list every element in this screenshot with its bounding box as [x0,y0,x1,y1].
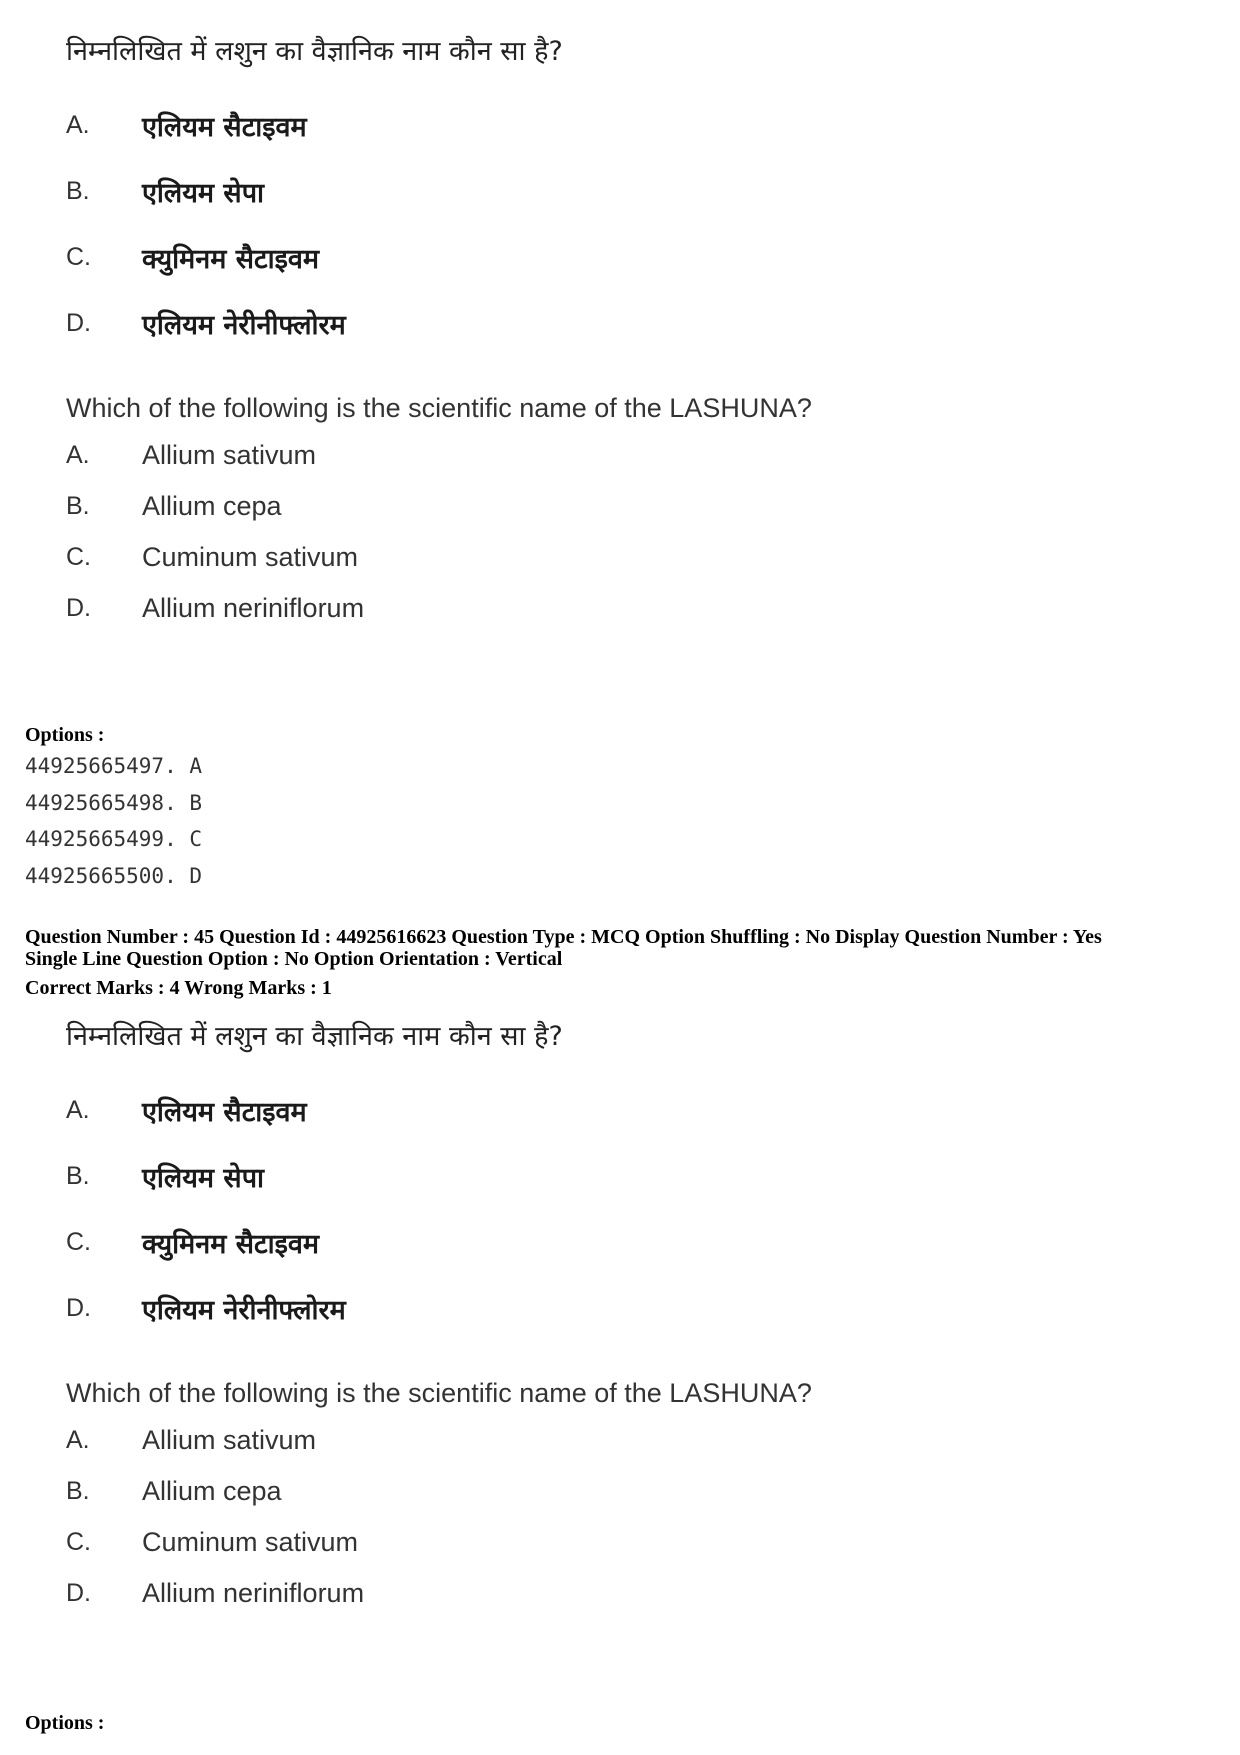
question-meta [25,926,1102,999]
question-image-2 [66,1015,966,1619]
hindi-option-b [66,158,966,224]
option-text: Allium cepa [142,491,282,521]
option-text: एलियम सैटाइवम [142,111,307,143]
hindi-option-a [66,92,966,158]
option-id-item: 44925665500. D [25,863,203,888]
question-meta-line: Single Line Question Option : No Option Orientation : Vertical [25,948,563,970]
english-option-d [66,583,966,634]
option-text: क्युमिनम सैटाइवम [142,243,320,275]
option-text: Allium cepa [142,1476,282,1506]
english-option-a [66,1415,966,1466]
hindi-option-d [66,1275,966,1341]
question-meta-line: Question Number : 45 Question Id : 44925616623 Question Type : MCQ Option Shuffling : No Display Question Number : Yes [25,926,1102,948]
option-text: एलियम सैटाइवम [142,1096,307,1128]
option-letter: B. [66,1161,90,1190]
marks-line: Correct Marks : 4 Wrong Marks : 1 [25,977,332,999]
option-text: Cuminum sativum [142,1527,359,1557]
question-image-1 [66,30,966,634]
option-letter: B. [66,492,90,520]
option-id-item: 44925665498. B [25,790,203,815]
english-option-b [66,481,966,532]
english-option-d [66,1568,966,1619]
english-question: Which of the following is the scientific name of the LASHUNA? [66,393,812,423]
option-letter: C. [66,1528,91,1556]
hindi-option-a [66,1077,966,1143]
option-letter: B. [66,176,90,205]
option-text: एलियम सेपा [142,177,265,209]
option-id-item: 44925665497. A [25,754,203,778]
option-letter: C. [66,242,91,271]
option-letter: D. [66,1579,91,1607]
option-text: Allium neriniflorum [142,1578,365,1608]
option-id-list [25,748,202,894]
option-letter: A. [66,110,90,139]
option-letter: A. [66,1426,90,1454]
english-option-c [66,532,966,583]
hindi-option-c [66,224,966,290]
options-label: Options : [25,724,105,746]
english-option-b [66,1466,966,1517]
option-letter: D. [66,594,91,622]
hindi-question: निम्नलिखित में लशुन का वैज्ञानिक नाम कौन सा है? [66,36,563,67]
english-question: Which of the following is the scientific name of the LASHUNA? [66,1378,812,1408]
hindi-option-b [66,1143,966,1209]
option-text: एलियम नेरीनीफ्लोरम [142,1294,346,1326]
english-option-a [66,430,966,481]
option-letter: C. [66,1227,91,1256]
hindi-option-c [66,1209,966,1275]
option-id-item: 44925665499. C [25,827,203,851]
option-text: Cuminum sativum [142,542,359,572]
option-letter: D. [66,1293,91,1322]
option-text: एलियम नेरीनीफ्लोरम [142,309,346,341]
option-letter: D. [66,308,91,337]
option-letter: A. [66,1095,90,1124]
option-text: Allium sativum [142,440,317,470]
option-text: क्युमिनम सैटाइवम [142,1228,320,1260]
hindi-question: निम्नलिखित में लशुन का वैज्ञानिक नाम कौन सा है? [66,1021,563,1052]
option-letter: A. [66,441,90,469]
option-letter: B. [66,1477,90,1505]
options-label: Options : [25,1712,105,1734]
option-letter: C. [66,543,91,571]
hindi-option-d [66,290,966,356]
option-text: एलियम सेपा [142,1162,265,1194]
option-text: Allium sativum [142,1425,317,1455]
option-text: Allium neriniflorum [142,593,365,623]
english-option-c [66,1517,966,1568]
